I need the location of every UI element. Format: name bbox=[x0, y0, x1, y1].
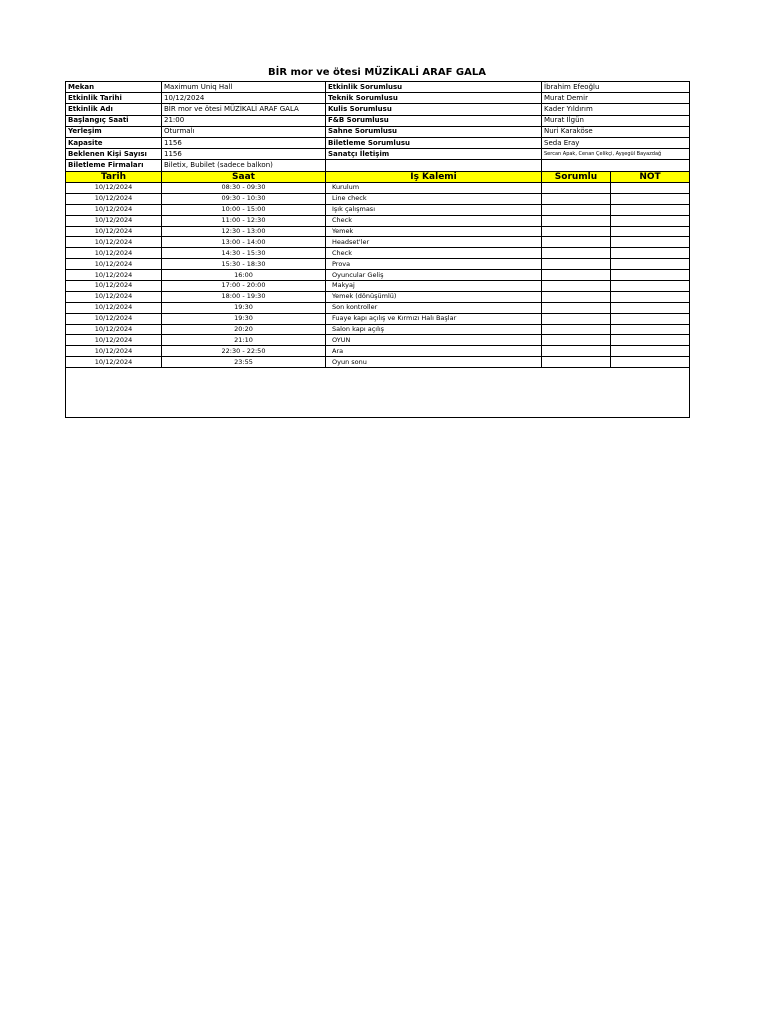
info-value: Biletix, Bubilet (sadece balkon) bbox=[162, 160, 326, 171]
cell-time: 19:30 bbox=[162, 313, 326, 324]
info-label: Etkinlik Sorumlusu bbox=[326, 82, 542, 93]
info-value: Seda Eray bbox=[542, 137, 690, 148]
cell-date: 10/12/2024 bbox=[66, 204, 162, 215]
cell-note bbox=[611, 281, 690, 292]
table-row bbox=[66, 270, 690, 281]
table-row bbox=[66, 335, 690, 346]
info-row bbox=[66, 104, 690, 115]
cell-note bbox=[611, 270, 690, 281]
cell-time: 13:00 - 14:00 bbox=[162, 237, 326, 248]
cell-time: 14:30 - 15:30 bbox=[162, 248, 326, 259]
table-row bbox=[66, 215, 690, 226]
table-row bbox=[66, 226, 690, 237]
info-row bbox=[66, 149, 690, 160]
cell-time: 23:55 bbox=[162, 357, 326, 368]
cell-time: 08:30 - 09:30 bbox=[162, 183, 326, 194]
info-label: Kapasite bbox=[66, 137, 162, 148]
table-row bbox=[66, 346, 690, 357]
cell-owner bbox=[542, 215, 611, 226]
cell-note bbox=[611, 324, 690, 335]
cell-date: 10/12/2024 bbox=[66, 357, 162, 368]
cell-owner bbox=[542, 302, 611, 313]
cell-date: 10/12/2024 bbox=[66, 215, 162, 226]
cell-task: Makyaj bbox=[326, 281, 542, 292]
cell-date: 10/12/2024 bbox=[66, 346, 162, 357]
cell-time: 11:00 - 12:30 bbox=[162, 215, 326, 226]
cell-note bbox=[611, 346, 690, 357]
cell-date: 10/12/2024 bbox=[66, 183, 162, 194]
info-value: Maximum Uniq Hall bbox=[162, 82, 326, 93]
cell-date: 10/12/2024 bbox=[66, 291, 162, 302]
cell-date: 10/12/2024 bbox=[66, 270, 162, 281]
info-value: 1156 bbox=[162, 149, 326, 160]
cell-note bbox=[611, 302, 690, 313]
cell-time: 17:00 - 20:00 bbox=[162, 281, 326, 292]
info-value: Nuri Karaköse bbox=[542, 126, 690, 137]
cell-task: Işık çalışması bbox=[326, 204, 542, 215]
cell-task: Line check bbox=[326, 193, 542, 204]
cell-time: 10:00 - 15:00 bbox=[162, 204, 326, 215]
info-value: 21:00 bbox=[162, 115, 326, 126]
cell-task: Check bbox=[326, 215, 542, 226]
cell-owner bbox=[542, 204, 611, 215]
info-row bbox=[66, 137, 690, 148]
cell-note bbox=[611, 215, 690, 226]
info-label: Teknik Sorumlusu bbox=[326, 93, 542, 104]
cell-note bbox=[611, 357, 690, 368]
info-row bbox=[66, 126, 690, 137]
cell-date: 10/12/2024 bbox=[66, 281, 162, 292]
header-tarih: Tarih bbox=[66, 172, 162, 183]
cell-note bbox=[611, 183, 690, 194]
cell-date: 10/12/2024 bbox=[66, 324, 162, 335]
info-label: Sanatçı İletişim bbox=[326, 149, 542, 160]
cell-date: 10/12/2024 bbox=[66, 248, 162, 259]
cell-owner bbox=[542, 226, 611, 237]
table-row bbox=[66, 237, 690, 248]
cell-task: Prova bbox=[326, 259, 542, 270]
info-value: Murat İlgün bbox=[542, 115, 690, 126]
table-row bbox=[66, 324, 690, 335]
info-value: İbrahim Efeoğlu bbox=[542, 82, 690, 93]
header-not: NOT bbox=[611, 172, 690, 183]
cell-owner bbox=[542, 291, 611, 302]
cell-owner bbox=[542, 346, 611, 357]
cell-date: 10/12/2024 bbox=[66, 259, 162, 270]
cell-task: Oyun sonu bbox=[326, 357, 542, 368]
cell-task: Headset'ler bbox=[326, 237, 542, 248]
cell-date: 10/12/2024 bbox=[66, 313, 162, 324]
cell-time: 19:30 bbox=[162, 302, 326, 313]
info-label: Yerleşim bbox=[66, 126, 162, 137]
cell-task: OYUN bbox=[326, 335, 542, 346]
cell-note bbox=[611, 237, 690, 248]
cell-owner bbox=[542, 281, 611, 292]
cell-note bbox=[611, 335, 690, 346]
cell-owner bbox=[542, 270, 611, 281]
table-row bbox=[66, 183, 690, 194]
cell-owner bbox=[542, 193, 611, 204]
cell-owner bbox=[542, 259, 611, 270]
info-row bbox=[66, 115, 690, 126]
cell-date: 10/12/2024 bbox=[66, 226, 162, 237]
page-title: BİR mor ve ötesi MÜZİKALİ ARAF GALA bbox=[268, 67, 486, 78]
cell-note bbox=[611, 259, 690, 270]
table-row bbox=[66, 302, 690, 313]
empty-notes-area bbox=[66, 368, 690, 418]
cell-task: Fuaye kapı açılış ve Kırmızı Halı Başlar bbox=[326, 313, 542, 324]
cell-task: Ara bbox=[326, 346, 542, 357]
info-label: Biletleme Sorumlusu bbox=[326, 137, 542, 148]
cell-note bbox=[611, 193, 690, 204]
info-value: Kader Yıldırım bbox=[542, 104, 690, 115]
header-saat: Saat bbox=[162, 172, 326, 183]
cell-time: 22:30 - 22:50 bbox=[162, 346, 326, 357]
header-sorumlu: Sorumlu bbox=[542, 172, 611, 183]
cell-owner bbox=[542, 324, 611, 335]
info-value: Oturmalı bbox=[162, 126, 326, 137]
cell-date: 10/12/2024 bbox=[66, 302, 162, 313]
cell-note bbox=[611, 226, 690, 237]
info-label: Biletleme Firmaları bbox=[66, 160, 162, 171]
info-value: Sercan Apak, Cenan Çelikçi, Ayşegül Bayazdağ bbox=[542, 149, 690, 160]
info-value bbox=[542, 160, 690, 171]
empty-notes-cell bbox=[66, 368, 690, 418]
info-label bbox=[326, 160, 542, 171]
info-row bbox=[66, 160, 690, 171]
info-row bbox=[66, 93, 690, 104]
cell-task: Yemek bbox=[326, 226, 542, 237]
cell-task: Oyuncular Geliş bbox=[326, 270, 542, 281]
cell-time: 15:30 - 18:30 bbox=[162, 259, 326, 270]
cell-task: Yemek (dönüşümlü) bbox=[326, 291, 542, 302]
info-label: Etkinlik Adı bbox=[66, 104, 162, 115]
cell-task: Kurulum bbox=[326, 183, 542, 194]
cell-note bbox=[611, 248, 690, 259]
table-row bbox=[66, 281, 690, 292]
info-row bbox=[66, 82, 690, 93]
info-label: Beklenen Kişi Sayısı bbox=[66, 149, 162, 160]
header-is-kalemi: İş Kalemi bbox=[326, 172, 542, 183]
cell-owner bbox=[542, 237, 611, 248]
schedule-table bbox=[65, 171, 690, 418]
cell-time: 18:00 - 19:30 bbox=[162, 291, 326, 302]
cell-note bbox=[611, 204, 690, 215]
table-row bbox=[66, 313, 690, 324]
table-row bbox=[66, 357, 690, 368]
table-row bbox=[66, 204, 690, 215]
info-label: F&B Sorumlusu bbox=[326, 115, 542, 126]
info-value: 10/12/2024 bbox=[162, 93, 326, 104]
info-value: BİR mor ve ötesi MÜZİKALİ ARAF GALA bbox=[162, 104, 326, 115]
cell-time: 09:30 - 10:30 bbox=[162, 193, 326, 204]
cell-time: 16:00 bbox=[162, 270, 326, 281]
table-row bbox=[66, 248, 690, 259]
cell-date: 10/12/2024 bbox=[66, 237, 162, 248]
cell-owner bbox=[542, 357, 611, 368]
info-label: Kulis Sorumlusu bbox=[326, 104, 542, 115]
cell-time: 20:20 bbox=[162, 324, 326, 335]
cell-note bbox=[611, 313, 690, 324]
cell-task: Son kontroller bbox=[326, 302, 542, 313]
table-row bbox=[66, 193, 690, 204]
cell-date: 10/12/2024 bbox=[66, 335, 162, 346]
info-label: Mekan bbox=[66, 82, 162, 93]
cell-time: 12:30 - 13:00 bbox=[162, 226, 326, 237]
info-value: 1156 bbox=[162, 137, 326, 148]
cell-time: 21:10 bbox=[162, 335, 326, 346]
cell-task: Check bbox=[326, 248, 542, 259]
schedule-header-row bbox=[66, 172, 690, 183]
cell-owner bbox=[542, 248, 611, 259]
table-row bbox=[66, 259, 690, 270]
info-label: Başlangıç Saati bbox=[66, 115, 162, 126]
info-label: Sahne Sorumlusu bbox=[326, 126, 542, 137]
cell-task: Salon kapı açılış bbox=[326, 324, 542, 335]
cell-owner bbox=[542, 313, 611, 324]
cell-note bbox=[611, 291, 690, 302]
info-label: Etkinlik Tarihi bbox=[66, 93, 162, 104]
cell-owner bbox=[542, 335, 611, 346]
cell-owner bbox=[542, 183, 611, 194]
cell-date: 10/12/2024 bbox=[66, 193, 162, 204]
info-value: Murat Demir bbox=[542, 93, 690, 104]
event-info-table bbox=[65, 81, 690, 172]
table-row bbox=[66, 291, 690, 302]
